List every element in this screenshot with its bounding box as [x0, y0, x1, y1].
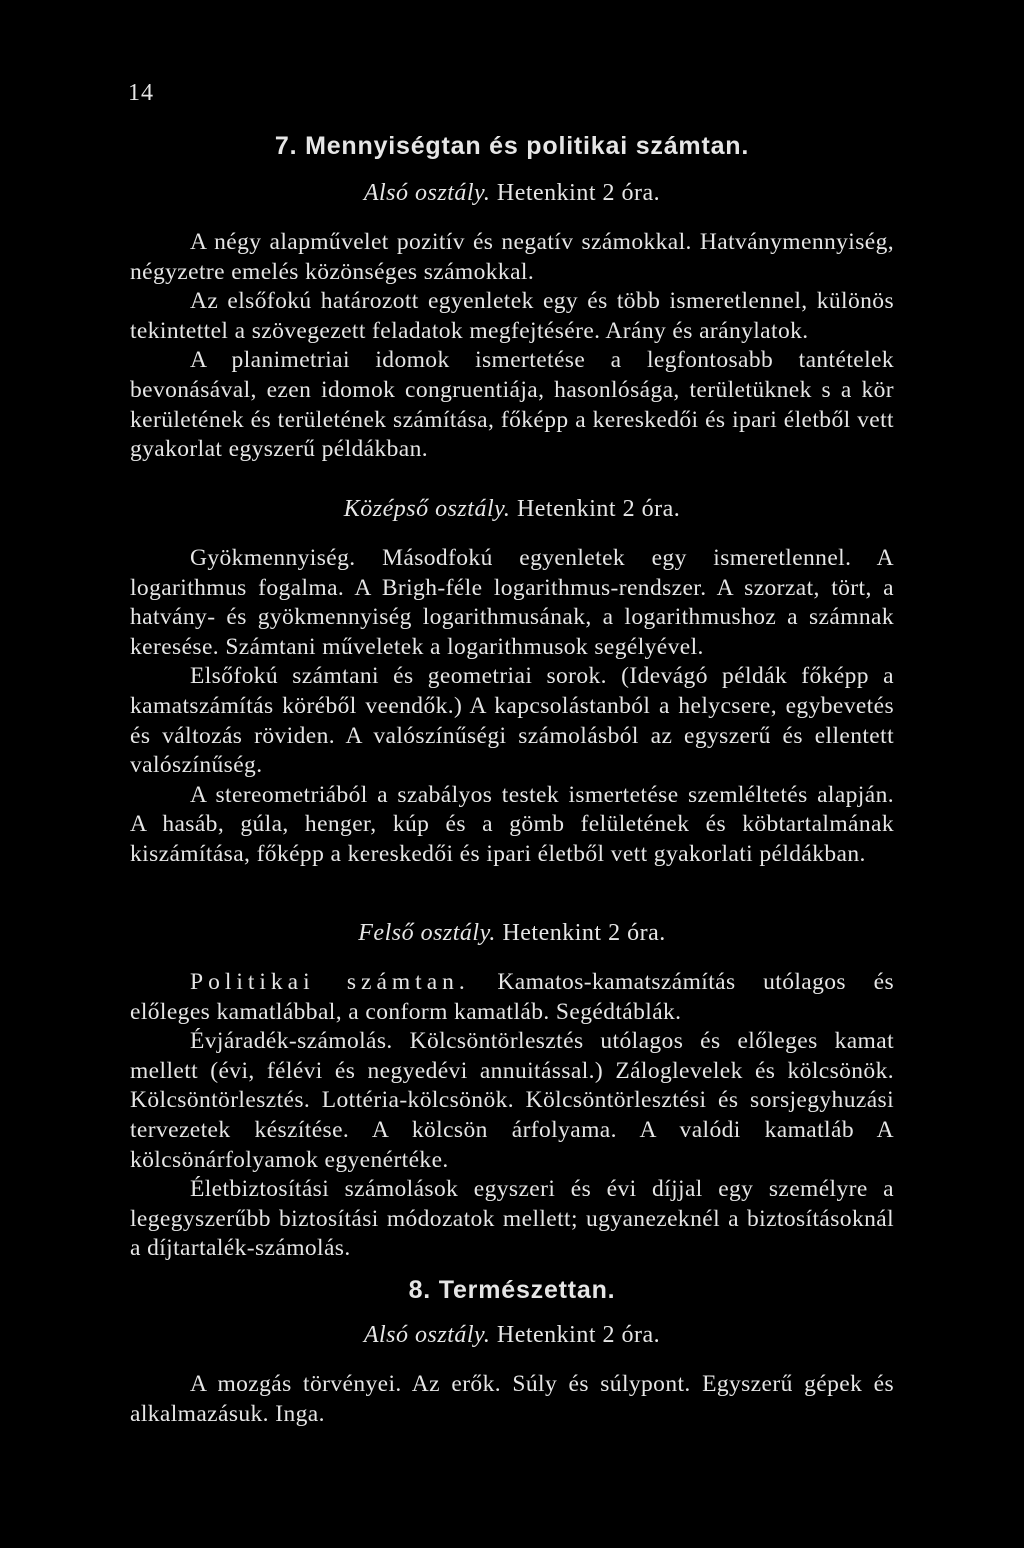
- class-body: [130, 228, 894, 465]
- class-body: [130, 1370, 894, 1429]
- class-heading: [0, 180, 1024, 207]
- paragraph-text: Kamatos-kamatszámítás utólagos és előleges kamatlábbal, a conform kamatláb. Segédtáblák.: [130, 969, 895, 1025]
- class-name: Alsó osztály.: [363, 180, 491, 206]
- class-body: [130, 544, 894, 870]
- class-hours: Hetenkint 2 óra.: [516, 496, 681, 522]
- paragraph: A planimetriai idomok ismertetése a legfontosabb tantételek bevonásával, ezen idomok congruentiája, hasonlósága, területüknek s a kör kerületének és területének számítása, főképp a kereskedői és ipari életből vett gyakorlat egyszerű példákban.: [130, 347, 894, 463]
- paragraph: Életbiztosítási számolások egyszeri és évi díjjal egy személyre a legegyszerűbb biztosítási módozatok mellett; ugyanezeknél a biztosításoknál a díjtartalék-számolás.: [130, 1176, 894, 1262]
- paragraph: Gyökmennyiség. Másodfokú egyenletek egy ismeretlennel. A logarithmus fogalma. A Brigh-féle logarithmus-rendszer. A szorzat, tört, a hatvány- és gyökmennyiség logarithmusának, a logarithmushoz a számnak keresése. Számtani műveletek a logarithmusok segélyével.: [130, 545, 894, 660]
- class-name: Felső osztály.: [358, 920, 496, 946]
- paragraph: A stereometriából a szabályos testek ismertetése szemléltetés alapján. A hasáb, gúla, henger, kúp és a gömb felületének és köbtartalmának kiszámítása, főképp a kereskedői és ipari életből vett gyakorlati példákban.: [130, 781, 894, 867]
- paragraph: Elsőfokú számtani és geometriai sorok. (Idevágó példák főképp a kamatszámítás köréből veendők.) A kapcsolástanból a helycsere, egybevetés és változás röviden. A valószínűségi számolásból az egyszerű és ellentett valószínűség.: [130, 663, 894, 779]
- class-hours: Hetenkint 2 óra.: [496, 1322, 661, 1348]
- class-hours: Hetenkint 2 óra.: [502, 920, 666, 946]
- class-heading: [0, 920, 1024, 947]
- paragraph: A négy alapművelet pozitív és negatív számokkal. Hatványmennyiség, négyzetre emelés közönséges számokkal.: [130, 229, 894, 285]
- class-name: Középső osztály.: [343, 496, 511, 522]
- page-number: 14: [128, 80, 154, 106]
- paragraph: Évjáradék-számolás. Kölcsöntörlesztés utólagos és előleges kamat mellett (évi, félévi és negyedévi annuitással.) Záloglevelek és kölcsönök. Kölcsöntörlesztés. Lottéria-kölcsönök. Kölcsöntörlesztési és sorsjegyhuzási tervezetek készítése. A kölcsön árfolyama. A valódi kamatláb A kölcsönárfolyamok egyenértéke.: [130, 1028, 894, 1173]
- class-heading: [0, 1322, 1024, 1349]
- class-hours: Hetenkint 2 óra.: [496, 180, 661, 206]
- class-body: [130, 968, 894, 1264]
- paragraph: [130, 968, 894, 1027]
- section-heading: 8. Természettan.: [408, 1276, 616, 1304]
- class-name: Alsó osztály.: [363, 1322, 491, 1348]
- topic-title: Politikai számtan.: [190, 969, 470, 995]
- paragraph: A mozgás törvényei. Az erők. Súly és súlypont. Egyszerű gépek és alkalmazásuk. Inga.: [130, 1371, 894, 1427]
- class-heading: [0, 496, 1024, 523]
- section-heading: 7. Mennyiségtan és politikai számtan.: [274, 132, 750, 160]
- paragraph: Az elsőfokú határozott egyenletek egy és több ismeretlennel, különös tekintettel a szövegezett feladatok megfejtésére. Arány és aránylatok.: [130, 288, 894, 344]
